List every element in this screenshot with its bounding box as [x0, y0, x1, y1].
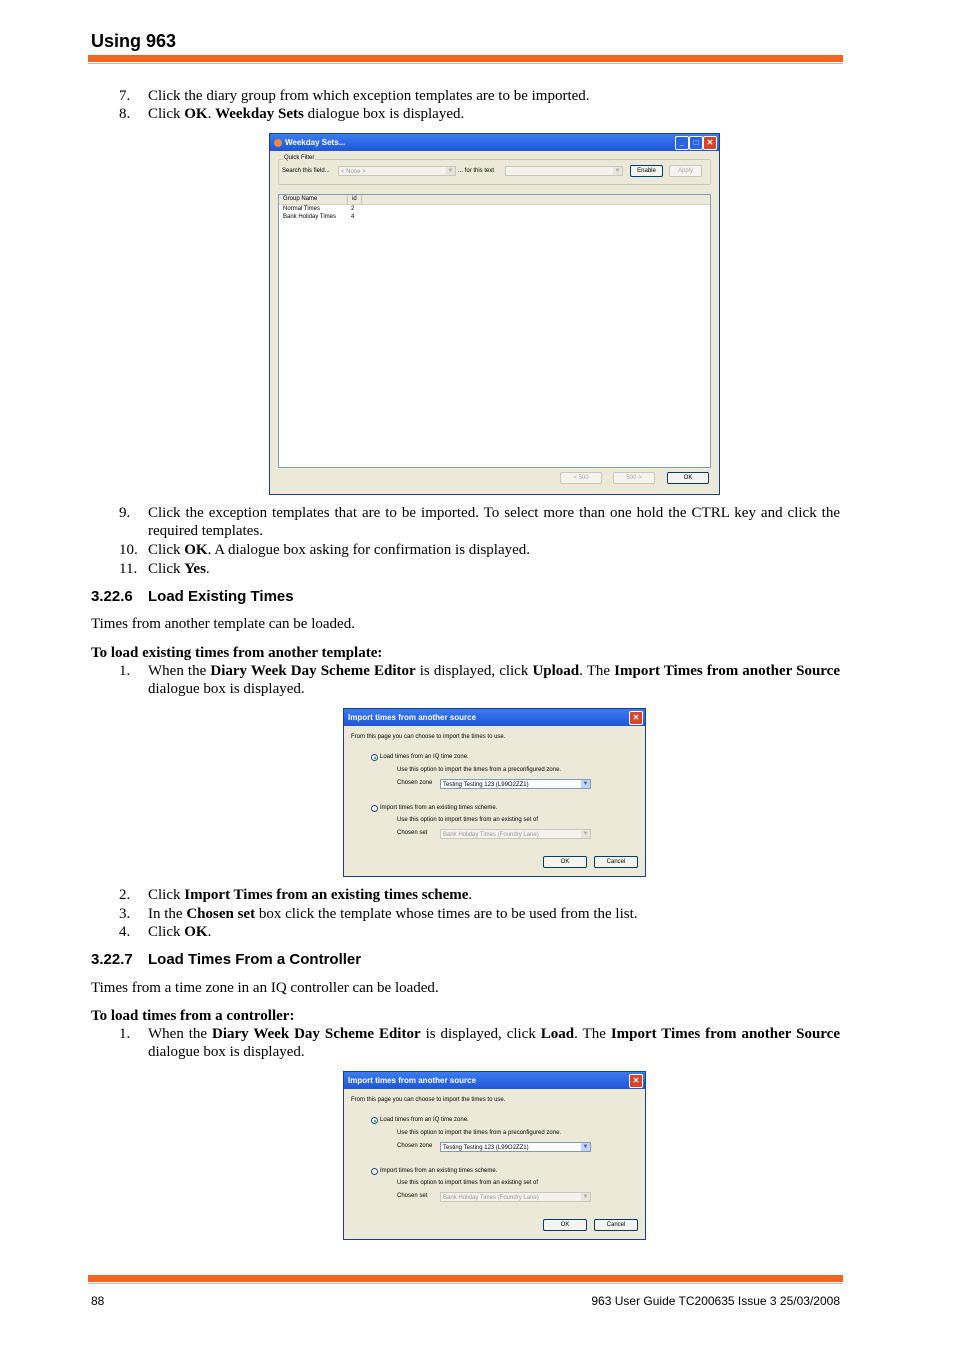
list-header [279, 195, 710, 205]
document-reference: 963 User Guide TC200635 Issue 3 25/03/2008 [591, 1294, 840, 1308]
dialog-titlebar [344, 1072, 645, 1089]
step-text: In the Chosen set box click the template whose times are to be used from the list. [148, 906, 638, 922]
dialog-intro: From this page you can choose to import the times to use. [351, 734, 506, 740]
step-11-text: Click Yes. [148, 561, 210, 577]
maximize-icon[interactable]: □ [689, 136, 703, 150]
table-row[interactable] [279, 214, 710, 222]
chevron-down-icon: ▼ [614, 168, 621, 174]
step-text: Click Import Times from an existing times scheme. [148, 887, 473, 903]
chosen-zone-label: Chosen zone [397, 780, 433, 786]
column-header-group-name[interactable]: Group Name [283, 196, 318, 202]
section-title: Load Existing Times [148, 588, 294, 605]
section-intro: Times from another template can be loaded. [91, 616, 355, 632]
dialog-title: Weekday Sets... [285, 138, 346, 147]
previous-page-button[interactable]: < 500 [560, 472, 602, 484]
chevron-down-icon: ▼ [582, 781, 589, 787]
dialog-titlebar [344, 709, 645, 726]
chosen-set-label: Chosen set [397, 830, 428, 836]
step-10-text: Click OK. A dialogue box asking for confirmation is displayed. [148, 542, 531, 558]
option1-label: Load times from an IQ time zone. [380, 1117, 469, 1123]
column-header-id[interactable]: id [352, 196, 357, 202]
option2-label: Import times from an existing times scheme. [380, 1168, 498, 1174]
section-intro: Times from a time zone in an IQ controller can be loaded. [91, 980, 439, 996]
cancel-button[interactable]: Cancel [594, 856, 638, 868]
page-header-title: Using 963 [91, 31, 177, 51]
dialog-intro: From this page you can choose to import the times to use. [351, 1097, 506, 1103]
chosen-zone-select[interactable]: Testing Testing 123 (L99O2ZZ1) ▼ [440, 1142, 591, 1152]
option2-description: Use this option to import times from an existing set of [397, 817, 539, 823]
dialog-titlebar [270, 134, 719, 151]
next-page-button[interactable]: 500 > [613, 472, 655, 484]
step-text: When the Diary Week Day Scheme Editor is displayed, click Upload. The Import Times from another Source dialogue box is displayed. [148, 663, 841, 697]
chosen-set-select[interactable]: Bank Holiday Times (Foundry Lane) ▼ [440, 829, 591, 839]
filter-text-select[interactable] [505, 166, 623, 176]
header-rule [88, 55, 843, 64]
chosen-set-label: Chosen set [397, 1193, 428, 1199]
page-number: 88 [91, 1294, 105, 1308]
step-number: 3. [119, 906, 131, 922]
import-existing-scheme-radio[interactable] [371, 805, 378, 812]
minimize-icon[interactable]: _ [675, 136, 689, 150]
dialog-title: Import times from another source [348, 1076, 477, 1085]
for-text-label: ... for this text [458, 168, 495, 174]
step-number: 1. [119, 663, 131, 679]
chevron-down-icon: ▼ [582, 831, 589, 837]
procedure-subheading: To load existing times from another template: [91, 645, 383, 661]
step-11-number: 11. [119, 561, 138, 577]
step-number: 2. [119, 887, 131, 903]
procedure-subheading: To load times from a controller: [91, 1008, 295, 1024]
row-group-name: Bank Holiday Times [283, 214, 337, 220]
chevron-down-icon: ▼ [447, 168, 454, 174]
table-row[interactable] [279, 206, 710, 214]
chosen-zone-select[interactable]: Testing Testing 123 (L99O2ZZ1) ▼ [440, 779, 591, 789]
close-icon[interactable]: ✕ [703, 136, 717, 150]
step-9-number: 9. [119, 505, 131, 521]
import-times-dialog [343, 708, 646, 877]
step-text: When the Diary Week Day Scheme Editor is displayed, click Load. The Import Times from another Source dialogue box is displayed. [148, 1026, 840, 1060]
step-7-number: 7. [119, 88, 131, 104]
option1-label: Load times from an IQ time zone. [380, 754, 469, 760]
import-times-dialog [343, 1071, 646, 1240]
import-existing-scheme-radio[interactable] [371, 1168, 378, 1175]
step-8-text: Click OK. Weekday Sets dialogue box is displayed. [148, 106, 465, 122]
footer-rule [88, 1275, 843, 1284]
section-heading [91, 951, 361, 968]
option2-label: Import times from an existing times scheme. [380, 805, 498, 811]
step-9-text: Click the exception templates that are to be imported. To select more than one hold the CTRL key and click the required templates. [148, 505, 840, 539]
load-iq-zone-radio[interactable] [371, 754, 378, 761]
step-number: 1. [119, 1026, 131, 1042]
row-group-name: Normal Times [283, 206, 321, 212]
step-10-number: 10. [119, 542, 138, 558]
chevron-down-icon: ▼ [582, 1144, 589, 1150]
enable-button[interactable]: Enable [630, 165, 663, 177]
option2-description: Use this option to import times from an existing set of [397, 1180, 539, 1186]
group-list [278, 194, 711, 468]
load-iq-zone-radio[interactable] [371, 1117, 378, 1124]
weekday-sets-dialog [269, 133, 720, 495]
section-number: 3.22.7 [91, 951, 133, 968]
step-text: Click OK. [148, 924, 212, 940]
quick-filter-label: Quick Filter [284, 155, 315, 161]
app-icon [274, 139, 282, 147]
ok-button[interactable]: OK [667, 472, 709, 484]
chosen-zone-label: Chosen zone [397, 1143, 433, 1149]
close-icon[interactable]: ✕ [629, 1074, 643, 1088]
chevron-down-icon: ▼ [582, 1194, 589, 1200]
ok-button[interactable]: OK [543, 1219, 587, 1231]
search-field-label: Search this field... [282, 168, 330, 174]
step-8-number: 8. [119, 106, 131, 122]
dialog-title: Import times from another source [348, 713, 477, 722]
step-number: 4. [119, 924, 131, 940]
section-heading [91, 588, 294, 605]
section-number: 3.22.6 [91, 588, 133, 605]
step-7-text: Click the diary group from which exception templates are to be imported. [148, 88, 590, 104]
row-id: 2 [351, 206, 355, 212]
section-title: Load Times From a Controller [148, 951, 362, 968]
apply-button[interactable]: Apply [669, 165, 702, 177]
search-field-select[interactable]: < None > ▼ [338, 166, 456, 176]
chosen-set-select[interactable]: Bank Holiday Times (Foundry Lane) ▼ [440, 1192, 591, 1202]
option1-description: Use this option to import the times from a preconfigured zone. [397, 1130, 562, 1136]
option1-description: Use this option to import the times from a preconfigured zone. [397, 767, 562, 773]
row-id: 4 [351, 214, 355, 220]
cancel-button[interactable]: Cancel [594, 1219, 638, 1231]
ok-button[interactable]: OK [543, 856, 587, 868]
close-icon[interactable]: ✕ [629, 711, 643, 725]
